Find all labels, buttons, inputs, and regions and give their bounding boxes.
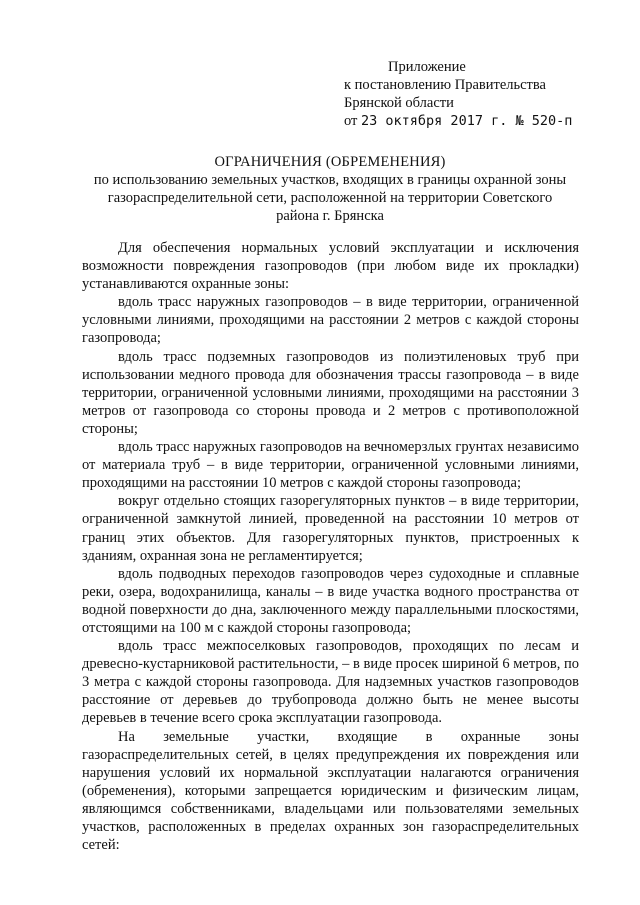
- annex-block: [344, 58, 604, 130]
- annex-date-prefix: от: [344, 113, 358, 129]
- annex-date-stamp: 23 октября 2017 г. № 520-п: [361, 113, 573, 129]
- paragraph-polyethylene-pipelines: вдоль трасс подземных газопроводов из полиэтиленовых труб при использовании медного провода для обозначения трассы газопровода – в виде территории, ограниченной условными линиями, проходящими на расстоянии 3 метров от газопровода со стороны провода и 2 метров с противоположной стороны;: [82, 348, 579, 437]
- annex-resolution-line: к постановлению Правительства: [344, 77, 546, 93]
- title-line-3: газораспределительной сети, расположенной на территории Советского: [107, 190, 553, 206]
- paragraph-permafrost-pipelines: вдоль трасс наружных газопроводов на вечномерзлых грунтах независимо от материала труб – в виде территории, ограниченной условными линиями, проходящими на расстоянии 10 метров с каждой стороны газопровода;: [82, 439, 579, 492]
- annex-region-line: Брянской области: [344, 95, 454, 111]
- annex-date-line: [344, 112, 604, 130]
- title-heading: ОГРАНИЧЕНИЯ (ОБРЕМЕНЕНИЯ): [214, 154, 446, 170]
- title-line-2: по использованию земельных участков, входящих в границы охранной зоны: [93, 172, 567, 188]
- paragraph-restrictions: На земельные участки, входящие в охранные зоны газораспределительных сетей, в целях предупреждения их повреждения или нарушения условий их нормальной эксплуатации налагаются ограничения (обременения), которыми запрещается юридическим и физическим лицам, являющимся собственниками, владельцами или пользователями земельных участков, расположенных в пределах охранных зон газораспределительных сетей:: [82, 728, 579, 854]
- paragraph-intro: Для обеспечения нормальных условий эксплуатации и исключения возможности повреждения газопроводов (при любом виде их прокладки) устанавливаются охранные зоны:: [82, 240, 579, 293]
- paragraph-regulator-stations: вокруг отдельно стоящих газорегуляторных пунктов – в виде территории, ограниченной замкнутой линией, проведенной на расстоянии 10 метров от границ этих объектов. Для газорегуляторных пунктов, пристроенных к зданиям, охранная зона не регламентируется;: [82, 493, 579, 564]
- paragraph-forest-pipelines: вдоль трасс межпоселковых газопроводов, проходящих по лесам и древесно-кустарниковой растительности, – в виде просек шириной 6 метров, по 3 метра с каждой стороны газопровода. Для надземных участков газопроводов расстояние от деревьев до трубопровода должно быть не менее высоты деревьев в течение всего срока эксплуатации газопровода.: [82, 638, 579, 727]
- document-title: [80, 153, 580, 225]
- document-body: [82, 239, 579, 854]
- paragraph-outdoor-pipelines: вдоль трасс наружных газопроводов – в виде территории, ограниченной условными линиями, проходящими на расстоянии 2 метров с каждой стороны газопровода;: [82, 294, 579, 347]
- paragraph-underwater-crossings: вдоль подводных переходов газопроводов через судоходные и сплавные реки, озера, водохранилища, каналы – в виде участка водного пространства от водной поверхности до дна, заключенного между параллельными плоскостями, отстоящими на 100 м с каждой стороны газопровода;: [82, 565, 579, 636]
- annex-label: Приложение: [388, 59, 466, 75]
- title-line-4: района г. Брянска: [276, 208, 384, 224]
